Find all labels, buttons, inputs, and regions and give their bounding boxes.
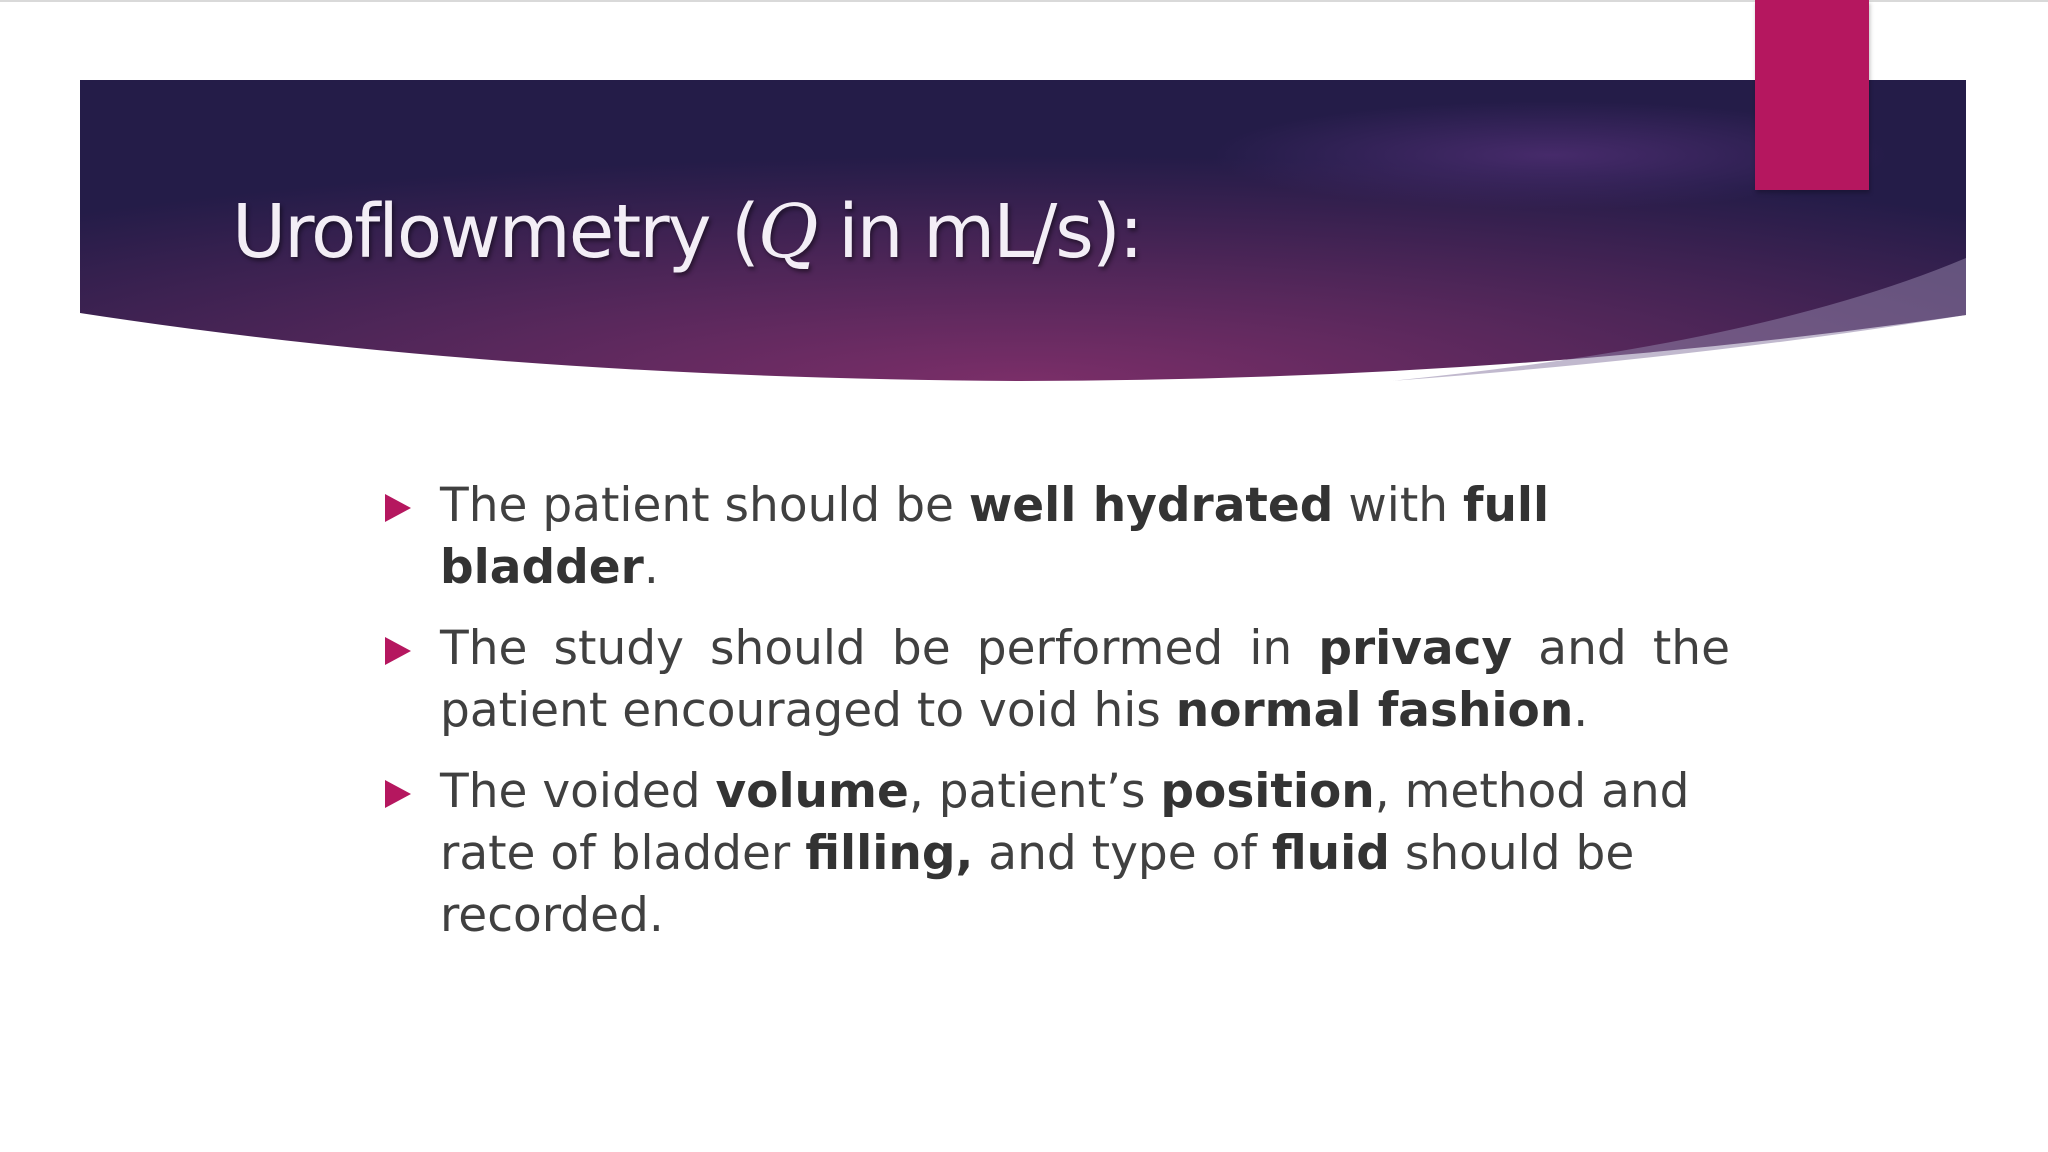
title-variable: Q <box>757 189 817 275</box>
text-run: should be recorded. <box>440 826 1635 943</box>
accent-tab <box>1755 0 1869 190</box>
emphasis-run: filling, <box>805 826 974 881</box>
bullet-list <box>380 475 1730 966</box>
emphasis-run: normal fashion <box>1175 683 1574 738</box>
text-run: The study should be performed in <box>440 621 1319 676</box>
emphasis-run: fluid <box>1271 826 1390 881</box>
triangle-right-icon <box>385 494 411 522</box>
text-run: with <box>1333 478 1464 533</box>
text-run: The patient should be <box>440 478 969 533</box>
text-run: , method and rate of bladder <box>440 764 1690 881</box>
bullet-text <box>440 618 1730 742</box>
triangle-right-icon <box>385 637 411 665</box>
bullet-item <box>380 475 1730 599</box>
emphasis-run: well hydrated <box>968 478 1334 533</box>
triangle-right-icon <box>385 780 411 808</box>
emphasis-run: privacy <box>1318 621 1513 676</box>
bullet-item <box>380 761 1730 947</box>
bullet-text <box>440 761 1730 947</box>
bullet-text <box>440 475 1730 599</box>
bullet-item <box>380 618 1730 742</box>
text-run: . <box>643 540 659 595</box>
text-run: The voided <box>440 764 716 819</box>
emphasis-run: full bladder <box>440 478 1550 595</box>
emphasis-run: volume <box>715 764 909 819</box>
text-run: and type of <box>973 826 1272 881</box>
slide-title <box>232 189 1142 275</box>
text-run: and the patient encouraged to void his <box>440 621 1731 738</box>
text-run: , patient’s <box>908 764 1161 819</box>
text-run: . <box>1573 683 1589 738</box>
title-main: Uroflowmetry ( <box>232 189 758 275</box>
title-rest: in mL/s): <box>816 189 1142 275</box>
emphasis-run: position <box>1160 764 1375 819</box>
